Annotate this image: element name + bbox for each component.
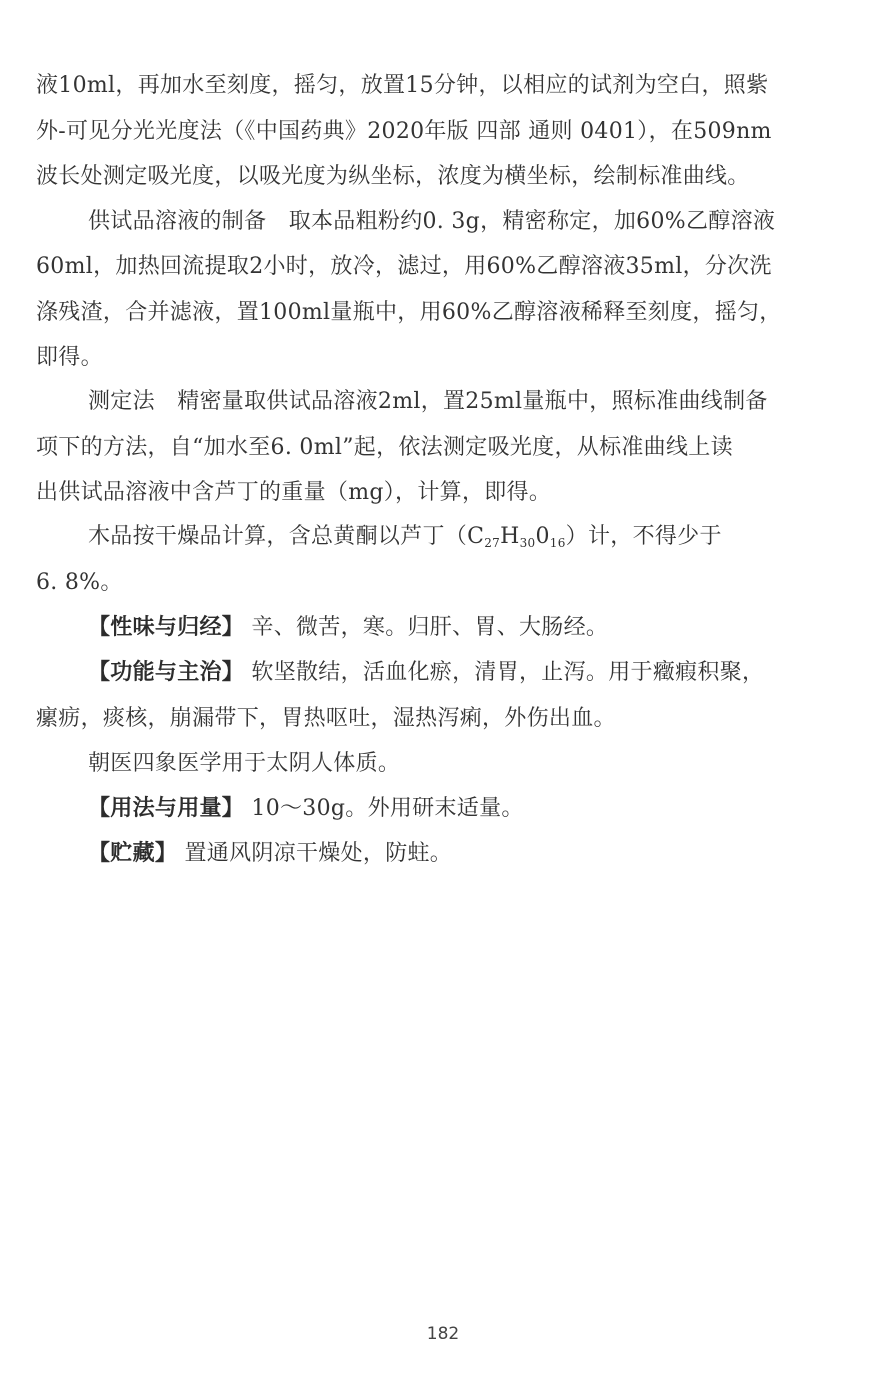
text-line: 即得。 — [36, 345, 103, 370]
section-text: 辛、微苦，寒。归肝、胃、大肠经。 — [244, 615, 609, 640]
page-number: 182 — [426, 1324, 460, 1344]
paragraph-start-assay: 测定法 精密量取供试品溶液2ml，置25ml量瓶中，照标准曲线制备 — [88, 389, 768, 414]
text-line: 出供试品溶液中含芦丁的重量（mg），计算，即得。 — [36, 480, 552, 505]
formula-subscript-o: 16 — [549, 536, 566, 550]
content-text-after: ）计，不得少于 — [565, 524, 722, 549]
text-line: 外-可见分光光度法（《中国药典》2020年版 四部 通则 0401），在509nm — [36, 119, 772, 144]
paragraph-start-test-solution: 供试品溶液的制备 取本品粗粉约0. 3g，精密称定，加60%乙醇溶液 — [88, 209, 776, 234]
text-line: 60ml，加热回流提取2小时，放冷，滤过，用60%乙醇溶液35ml，分次洗 — [36, 254, 772, 279]
text-line: 6. 8%。 — [36, 570, 123, 595]
text-line: 项下的方法，自“加水至6. 0ml”起，依法测定吸光度，从标准曲线上读 — [36, 435, 733, 460]
formula-h: H — [500, 524, 520, 549]
section-text: 10～30g。外用研末适量。 — [244, 796, 524, 821]
text-line: 涤残渣，合并滤液，置100ml量瓶中，用60%乙醇溶液稀释至刻度，摇匀， — [36, 300, 782, 325]
section-heading: 【功能与主治】 — [88, 660, 245, 685]
formula-subscript-h: 30 — [519, 536, 536, 550]
section-taste-meridian — [88, 612, 608, 644]
section-storage — [88, 838, 452, 870]
text-line: 瘰疬，痰核，崩漏带下，胃热呕吐，湿热泻痢，外伤出血。 — [36, 706, 616, 731]
text-line: 波长处测定吸光度，以吸光度为纵坐标，浓度为横坐标，绘制标准曲线。 — [36, 164, 750, 189]
section-heading: 【性味与归经】 — [88, 615, 245, 640]
content-requirement-line — [88, 521, 722, 553]
section-text: 置通风阴凉干燥处，防蛀。 — [177, 841, 453, 866]
section-heading: 【用法与用量】 — [88, 796, 245, 821]
korean-medicine-note: 朝医四象医学用于太阴人体质。 — [88, 751, 401, 776]
section-function-indication — [88, 657, 764, 689]
section-heading: 【贮藏】 — [88, 841, 178, 866]
content-text-before: 木品按干燥品计算，含总黄酮以芦丁（C — [88, 524, 485, 549]
formula-o: 0 — [535, 524, 550, 549]
formula-subscript-c: 27 — [484, 536, 501, 550]
section-usage-dosage — [88, 793, 524, 825]
section-text: 软坚散结，活血化瘀，清胃，止泻。用于癥瘕积聚， — [244, 660, 765, 685]
text-line: 液10ml，再加水至刻度，摇匀，放置15分钟，以相应的试剂为空白，照紫 — [36, 73, 769, 98]
